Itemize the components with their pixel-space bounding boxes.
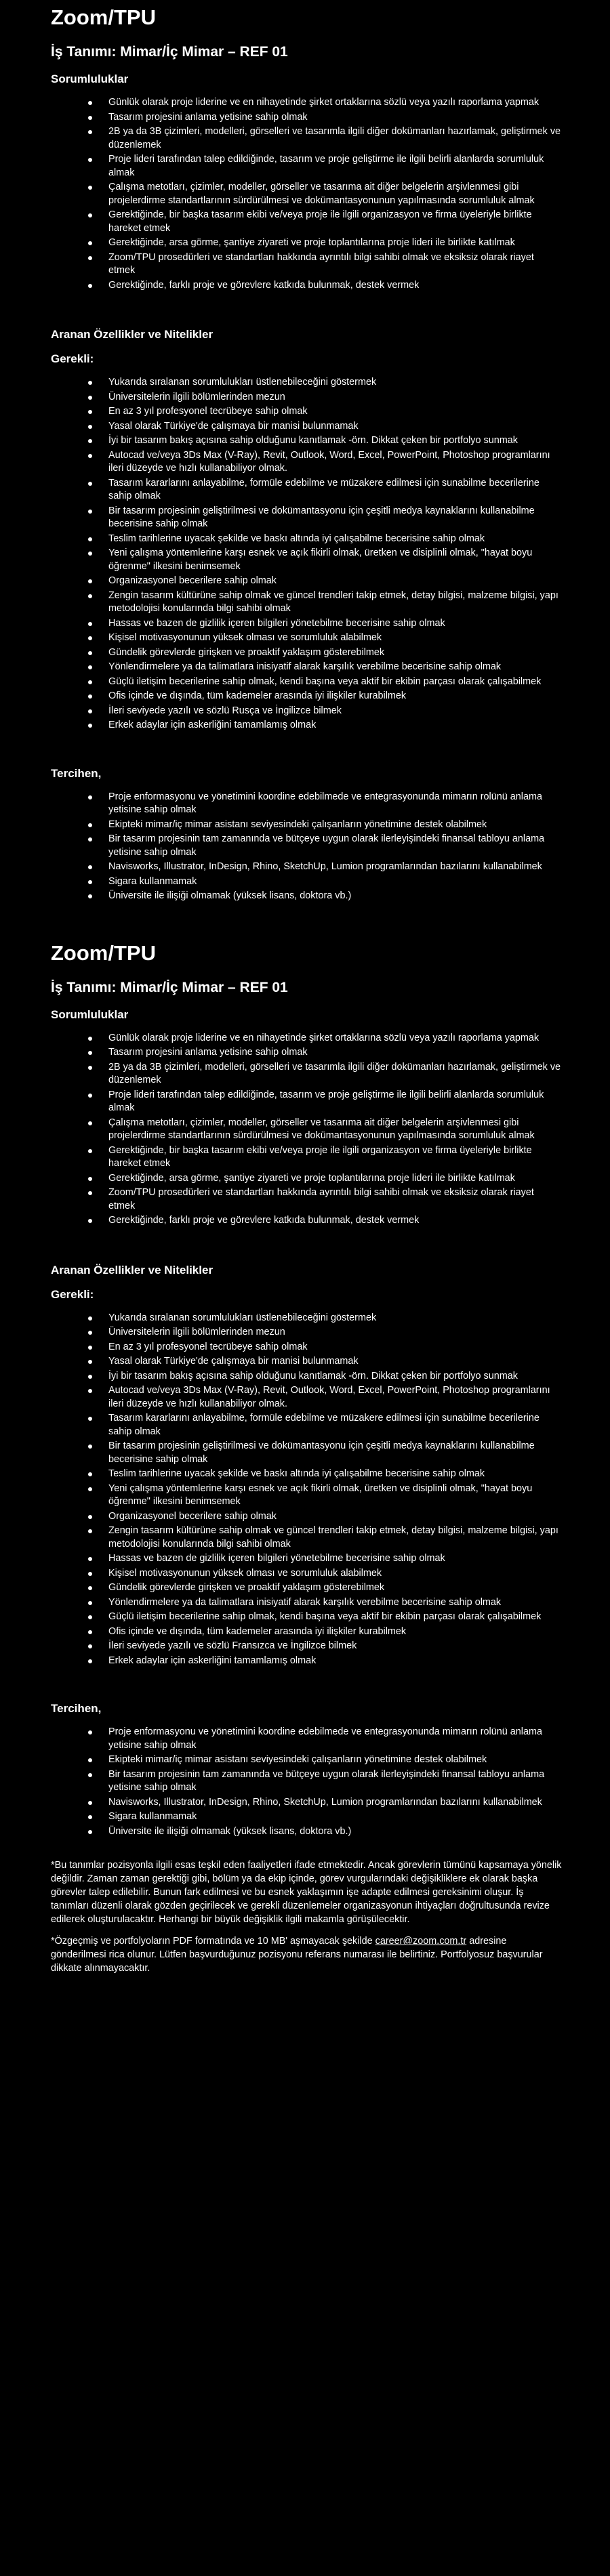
list-item: Erkek adaylar için askerliğini tamamlamış olmak bbox=[108, 1655, 590, 1668]
list-item: En az 3 yıl profesyonel tecrübeye sahip olmak bbox=[108, 405, 590, 419]
application-note-prefix: *Özgeçmiş ve portfolyoların PDF formatında ve 10 MB' aşmayacak şekilde bbox=[51, 1936, 373, 1947]
list-item: İyi bir tasarım bakış açısına sahip olduğunu kanıtlamak -örn. Dikkat çeken bir portfolyo sunmak bbox=[108, 434, 590, 448]
list-item: 2B ya da 3B çizimleri, modelleri, görselleri ve tasarımla ilgili diğer dokümanları hazırlamak, geliştirmek ve düzenlemek bbox=[108, 125, 590, 152]
list-item: Güçlü iletişim becerilerine sahip olmak, kendi başına veya aktif bir ekibin parçası olarak çalışabilmek bbox=[108, 676, 590, 689]
list-item: Üniversite ile ilişiği olmamak (yüksek lisans, doktora vb.) bbox=[108, 1825, 590, 1839]
job-posting bbox=[51, 5, 590, 903]
list-item: Autocad ve/veya 3Ds Max (V-Ray), Revit, Outlook, Word, Excel, PowerPoint, Photoshop programlarını ileri düzeyde ve hızlı kullanabiliyor olmak. bbox=[108, 1384, 590, 1411]
list-item: Çalışma metotları, çizimler, modeller, görseller ve tasarıma ait diğer belgelerin arşivlenmesi gibi projelerdirme standartlarının sürdürülmesi ve dokümantasyonunun yapılmasında sorumluluk almak bbox=[108, 181, 590, 207]
list-item: Bir tasarım projesinin tam zamanında ve bütçeye uygun olarak ilerleyişindeki finansal tabloyu anlama yetisine sahip olmak bbox=[108, 833, 590, 859]
disclaimer-note: *Bu tanımlar pozisyonla ilgili esas teşkil eden faaliyetleri ifade etmektedir. Ancak görevlerin tümünü kapsamaya yönelik değildir. Zaman zaman gerektiği gibi, bölüm ya da ekip içinde, görev vurgularındaki değişikliklere ek olarak başka görevler talep edilebilir. Bunun fark edilmesi ve bu esnek yaklaşımın işe adapte edilmesi gereksinimi oluşur. İş tanımları düzenli olarak gözden geçirilecek ve gerekli düzenlemeler organizasyonun ihtiyaçları doğrultusunda revize edilerek oluşturulacaktır. Herhangi bir büyük değişiklik ilgili makamla görüşülecektir. bbox=[51, 1860, 562, 1925]
list-item: Yeni çalışma yöntemlerine karşı esnek ve açık fikirli olmak, üretken ve disiplinli olmak, "hayat boyu öğrenme" ilkesini benimsemek bbox=[108, 1482, 590, 1509]
list-item: Gerektiğinde, arsa görme, şantiye ziyareti ve proje toplantılarına proje lideri ile birlikte katılmak bbox=[108, 236, 590, 250]
list-item: Günlük olarak proje liderine ve en nihayetinde şirket ortaklarına sözlü veya yazılı raporlama yapmak bbox=[108, 1032, 590, 1045]
company-title: Zoom/TPU bbox=[51, 940, 156, 965]
list-item: Navisworks, Illustrator, InDesign, Rhino, SketchUp, Lumion programlarından bazılarını kullanabilmek bbox=[108, 860, 590, 874]
list-item: Organizasyonel becerilere sahip olmak bbox=[108, 1510, 590, 1524]
list-item: Ekipteki mimar/iç mimar asistanı seviyesindeki çalışanların yönetimine destek olabilmek bbox=[108, 1753, 590, 1767]
list-item: En az 3 yıl profesyonel tecrübeye sahip olmak bbox=[108, 1341, 590, 1354]
list-item: Yönlendirmelere ya da talimatlara inisiyatif alarak karşılık verebilme becerisine sahip olmak bbox=[108, 1596, 590, 1610]
responsibilities-list bbox=[51, 96, 590, 292]
list-item: Sigara kullanmamak bbox=[108, 1810, 590, 1824]
list-item: Zoom/TPU prosedürleri ve standartları hakkında ayrıntılı bilgi sahibi olmak ve eksiksiz olarak riayet etmek bbox=[108, 251, 590, 278]
qualifications-heading: Aranan Özellikler ve Nitelikler bbox=[51, 328, 214, 341]
list-item: Tasarım projesini anlama yetisine sahip olmak bbox=[108, 1046, 590, 1060]
list-item: Erkek adaylar için askerliğini tamamlamış olmak bbox=[108, 719, 590, 732]
list-item: Üniversitelerin ilgili bölümlerinden mezun bbox=[108, 391, 590, 404]
list-item: Kişisel motivasyonunun yüksek olması ve sorumluluk alabilmek bbox=[108, 1567, 590, 1581]
list-item: Yasal olarak Türkiye'de çalışmaya bir manisi bulunmamak bbox=[108, 420, 590, 434]
list-item: Çalışma metotları, çizimler, modeller, görseller ve tasarıma ait diğer belgelerin arşivlenmesi gibi projelerdirme standartlarının sürdürülmesi ve dokümantasyonunun yapılmasında sorumluluk almak bbox=[108, 1117, 590, 1143]
list-item: İyi bir tasarım bakış açısına sahip olduğunu kanıtlamak -örn. Dikkat çeken bir portfolyo sunmak bbox=[108, 1370, 590, 1384]
list-item: Proje enformasyonu ve yönetimini koordine edebilmede ve entegrasyonunda mimarın rolünü anlama yetisine sahip olmak bbox=[108, 791, 590, 817]
list-item: Proje lideri tarafından talep edildiğinde, tasarım ve proje geliştirme ile ilgili belirli alanlarda sorumluluk almak bbox=[108, 1089, 590, 1115]
footnotes bbox=[51, 1858, 590, 1975]
list-item: Gündelik görevlerde girişken ve proaktif yaklaşım gösterebilmek bbox=[108, 646, 590, 660]
responsibilities-list bbox=[51, 1032, 590, 1228]
list-item: Autocad ve/veya 3Ds Max (V-Ray), Revit, Outlook, Word, Excel, PowerPoint, Photoshop programlarını ileri düzeyde ve hızlı kullanabiliyor olmak. bbox=[108, 449, 590, 476]
list-item: Gündelik görevlerde girişken ve proaktif yaklaşım gösterebilmek bbox=[108, 1581, 590, 1595]
job-posting bbox=[51, 941, 590, 1976]
list-item: Proje lideri tarafından talep edildiğinde, tasarım ve proje geliştirme ile ilgili belirli alanlarda sorumluluk almak bbox=[108, 153, 590, 180]
list-item: Ofis içinde ve dışında, tüm kademeler arasında iyi ilişkiler kurabilmek bbox=[108, 1625, 590, 1639]
list-item: Gerektiğinde, bir başka tasarım ekibi ve/veya proje ile ilgili organizasyon ve firma üyeleriyle birlikte hareket etmek bbox=[108, 209, 590, 235]
list-item: Zoom/TPU prosedürleri ve standartları hakkında ayrıntılı bilgi sahibi olmak ve eksiksiz olarak riayet etmek bbox=[108, 1186, 590, 1213]
job-title: İş Tanımı: Mimar/İç Mimar – REF 01 bbox=[51, 44, 288, 60]
list-item: İleri seviyede yazılı ve sözlü Fransızca ve İngilizce bilmek bbox=[108, 1640, 590, 1653]
list-item: Tasarım kararlarını anlayabilme, formüle edebilme ve müzakere edilmesi için sunabilme becerilerine sahip olmak bbox=[108, 1412, 590, 1438]
preferred-heading: Tercihen, bbox=[51, 766, 102, 780]
list-item: 2B ya da 3B çizimleri, modelleri, görselleri ve tasarımla ilgili diğer dokümanları hazırlamak, geliştirmek ve düzenlemek bbox=[108, 1061, 590, 1087]
list-item: Sigara kullanmamak bbox=[108, 875, 590, 889]
list-item: Gerektiğinde, farklı proje ve görevlere katkıda bulunmak, destek vermek bbox=[108, 279, 590, 293]
list-item: Hassas ve bazen de gizlilik içeren bilgileri yönetebilme becerisine sahip olmak bbox=[108, 1552, 590, 1566]
list-item: Gerektiğinde, arsa görme, şantiye ziyareti ve proje toplantılarına proje lideri ile birlikte katılmak bbox=[108, 1172, 590, 1186]
required-list bbox=[51, 376, 590, 732]
list-item: Navisworks, Illustrator, InDesign, Rhino, SketchUp, Lumion programlarından bazılarını kullanabilmek bbox=[108, 1796, 590, 1810]
list-item: Tasarım kararlarını anlayabilme, formüle edebilme ve müzakere edilmesi için sunabilme becerilerine sahip olmak bbox=[108, 477, 590, 503]
list-item: Yönlendirmelere ya da talimatlara inisiyatif alarak karşılık verebilme becerisine sahip olmak bbox=[108, 661, 590, 674]
list-item: Üniversitelerin ilgili bölümlerinden mezun bbox=[108, 1326, 590, 1339]
list-item: Zengin tasarım kültürüne sahip olmak ve güncel trendleri takip etmek, detay bilgisi, malzeme bilgisi, yapı metodolojisi konularında bilgi sahibi olmak bbox=[108, 589, 590, 616]
preferred-heading: Tercihen, bbox=[51, 1702, 102, 1715]
list-item: Bir tasarım projesinin tam zamanında ve bütçeye uygun olarak ilerleyişindeki finansal tabloyu anlama yetisine sahip olmak bbox=[108, 1768, 590, 1795]
job-title: İş Tanımı: Mimar/İç Mimar – REF 01 bbox=[51, 979, 288, 995]
preferred-list bbox=[51, 1726, 590, 1838]
company-title: Zoom/TPU bbox=[51, 5, 156, 29]
list-item: Kişisel motivasyonunun yüksek olması ve sorumluluk alabilmek bbox=[108, 631, 590, 645]
list-item: Yukarıda sıralanan sorumlulukları üstlenebileceğini göstermek bbox=[108, 1312, 590, 1325]
list-item: Üniversite ile ilişiği olmamak (yüksek lisans, doktora vb.) bbox=[108, 890, 590, 903]
career-email-link[interactable]: career@zoom.com.tr bbox=[375, 1936, 467, 1947]
list-item: İleri seviyede yazılı ve sözlü Rusça ve İngilizce bilmek bbox=[108, 705, 590, 718]
list-item: Gerektiğinde, farklı proje ve görevlere katkıda bulunmak, destek vermek bbox=[108, 1214, 590, 1228]
list-item: Yeni çalışma yöntemlerine karşı esnek ve açık fikirli olmak, üretken ve disiplinli olmak, "hayat boyu öğrenme" ilkesini benimsemek bbox=[108, 547, 590, 573]
preferred-list bbox=[51, 791, 590, 903]
required-list bbox=[51, 1312, 590, 1668]
responsibilities-heading: Sorumluluklar bbox=[51, 72, 129, 85]
application-note-suffix: adresine gönderilmesi rica olunur. Lütfen başvurduğunuz pozisyonu referans numarası ile belirtiniz. Portfolyosuz başvurular dikkate alınmayacaktır. bbox=[51, 1936, 543, 1974]
list-item: Proje enformasyonu ve yönetimini koordine edebilmede ve entegrasyonunda mimarın rolünü anlama yetisine sahip olmak bbox=[108, 1726, 590, 1752]
list-item: Yasal olarak Türkiye'de çalışmaya bir manisi bulunmamak bbox=[108, 1355, 590, 1369]
list-item: Bir tasarım projesinin geliştirilmesi ve dokümantasyonu için çeşitli medya kaynaklarını kullanabilme becerisine sahip olmak bbox=[108, 1440, 590, 1466]
list-item: Teslim tarihlerine uyacak şekilde ve baskı altında iyi çalışabilme becerisine sahip olmak bbox=[108, 1468, 590, 1481]
list-item: Ekipteki mimar/iç mimar asistanı seviyesindeki çalışanların yönetimine destek olabilmek bbox=[108, 818, 590, 832]
list-item: Organizasyonel becerilere sahip olmak bbox=[108, 575, 590, 588]
list-item: Gerektiğinde, bir başka tasarım ekibi ve/veya proje ile ilgili organizasyon ve firma üyeleriyle birlikte hareket etmek bbox=[108, 1144, 590, 1171]
application-note bbox=[51, 1934, 590, 1975]
list-item: Güçlü iletişim becerilerine sahip olmak, kendi başına veya aktif bir ekibin parçası olarak çalışabilmek bbox=[108, 1611, 590, 1624]
qualifications-heading: Aranan Özellikler ve Nitelikler bbox=[51, 1263, 214, 1276]
list-item: Hassas ve bazen de gizlilik içeren bilgileri yönetebilme becerisine sahip olmak bbox=[108, 617, 590, 631]
required-heading: Gerekli: bbox=[51, 1287, 94, 1301]
list-item: Bir tasarım projesinin geliştirilmesi ve dokümantasyonu için çeşitli medya kaynaklarını kullanabilme becerisine sahip olmak bbox=[108, 505, 590, 531]
list-item: Tasarım projesini anlama yetisine sahip olmak bbox=[108, 111, 590, 125]
list-item: Günlük olarak proje liderine ve en nihayetinde şirket ortaklarına sözlü veya yazılı raporlama yapmak bbox=[108, 96, 590, 110]
responsibilities-heading: Sorumluluklar bbox=[51, 1007, 129, 1021]
list-item: Zengin tasarım kültürüne sahip olmak ve güncel trendleri takip etmek, detay bilgisi, malzeme bilgisi, yapı metodolojisi konularında bilgi sahibi olmak bbox=[108, 1524, 590, 1551]
list-item: Teslim tarihlerine uyacak şekilde ve baskı altında iyi çalışabilme becerisine sahip olmak bbox=[108, 533, 590, 546]
list-item: Ofis içinde ve dışında, tüm kademeler arasında iyi ilişkiler kurabilmek bbox=[108, 690, 590, 703]
required-heading: Gerekli: bbox=[51, 352, 94, 365]
list-item: Yukarıda sıralanan sorumlulukları üstlenebileceğini göstermek bbox=[108, 376, 590, 390]
